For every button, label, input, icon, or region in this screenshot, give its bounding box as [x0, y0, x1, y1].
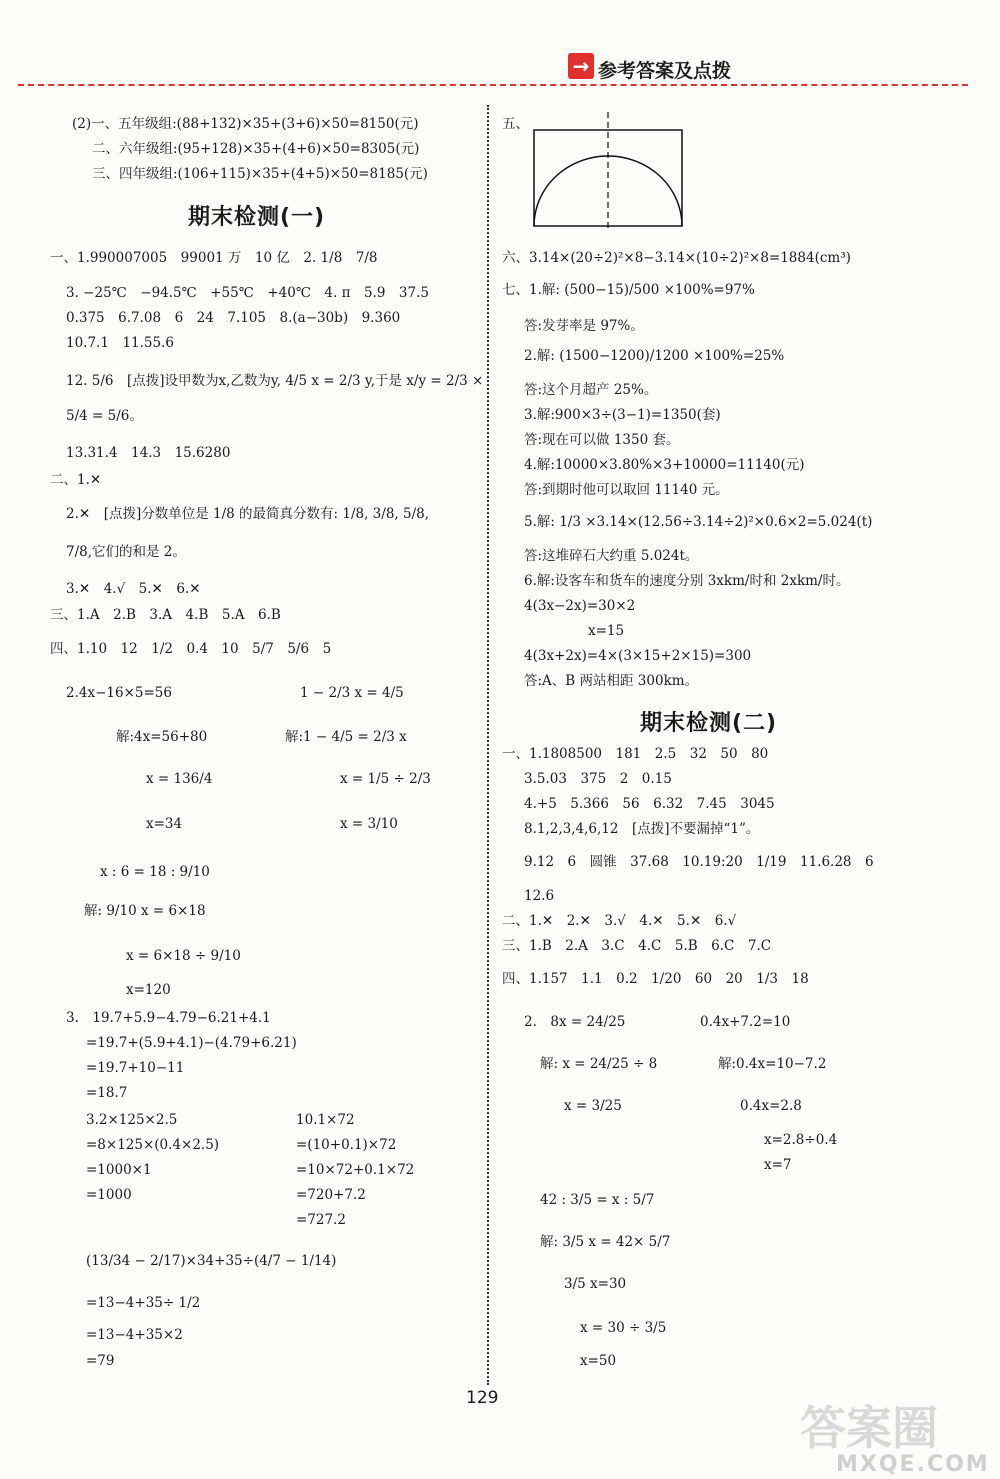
answer-line: 三、1.B 2.A 3.C 4.C 5.B 6.C 7.C — [502, 938, 772, 954]
answer-line: 5.解: 1/3 ×3.14×(12.56÷3.14÷2)²×0.6×2=5.024(t) — [524, 514, 873, 530]
answer-line: 3.✕ 4.√ 5.✕ 6.✕ — [66, 581, 201, 597]
calc-line: =1000 — [86, 1187, 132, 1203]
calc-line: (13/34 − 2/17)×34+35÷(4/7 − 1/14) — [86, 1253, 337, 1269]
page-number: 129 — [466, 1388, 499, 1408]
section-heading: 期末检测(一) — [188, 205, 326, 230]
equation-line: x = 1/5 ÷ 2/3 — [340, 771, 431, 787]
intro-line: 二、六年级组:(95+128)×35+(4+6)×50=8305(元) — [92, 141, 420, 157]
answer-line: 二、1.✕ — [50, 472, 102, 488]
answer-line: 3.5.03 375 2 0.15 — [524, 771, 672, 787]
answer-line: 答:发芽率是 97%。 — [524, 318, 644, 334]
equation-line: 解:4x=56+80 — [116, 729, 208, 745]
answer-line: 12.6 — [524, 888, 555, 904]
watermark-url: MXQE.COM — [836, 1452, 990, 1477]
answer-line: 一、1.990007005 99001 万 10 亿 2. 1/8 7/8 — [50, 250, 378, 266]
calc-line: =1000×1 — [86, 1162, 152, 1178]
equation-line: x = 30 ÷ 3/5 — [580, 1320, 667, 1336]
calc-line: 10.1×72 — [296, 1112, 355, 1128]
calc-line: 3.2×125×2.5 — [86, 1112, 178, 1128]
answer-line: 9.12 6 圆锥 37.68 10.19:20 1/19 11.6.28 6 — [524, 854, 874, 870]
equation-line: x=120 — [126, 982, 171, 998]
answer-line: 0.375 6.7.08 6 24 7.105 8.(a−30b) 9.360 — [66, 310, 401, 326]
answer-line: 10.7.1 11.55.6 — [66, 335, 174, 351]
answer-line: 四、1.157 1.1 0.2 1/20 60 20 1/3 18 — [502, 971, 809, 987]
calc-line: =13−4+35×2 — [86, 1327, 183, 1343]
calc-line: =8×125×(0.4×2.5) — [86, 1137, 220, 1153]
equation-line: 解:1 − 4/5 = 2/3 x — [285, 729, 407, 745]
equation-line: x=7 — [764, 1157, 792, 1173]
column-divider — [487, 105, 489, 1385]
equation-line: x = 6×18 ÷ 9/10 — [126, 948, 241, 964]
answer-line: 12. 5/6 [点拨]设甲数为x,乙数为y, 4/5 x = 2/3 y,于是 x/y = 2/3 × — [66, 373, 484, 389]
answer-line: 4.解:10000×3.80%×3+10000=11140(元) — [524, 457, 805, 473]
calc-line: =79 — [86, 1353, 115, 1369]
intro-line: 三、四年级组:(106+115)×35+(4+5)×50=8185(元) — [92, 166, 428, 182]
equation-line: 2. 8x = 24/25 — [524, 1014, 626, 1030]
equation-line: x=2.8÷0.4 — [764, 1132, 838, 1148]
equation-line: 3/5 x=30 — [564, 1276, 627, 1292]
answer-line: 答:到期时他可以取回 11140 元。 — [524, 482, 729, 498]
calc-line: =19.7+(5.9+4.1)−(4.79+6.21) — [86, 1035, 297, 1051]
equation-line: 42 : 3/5 = x : 5/7 — [540, 1192, 655, 1208]
equation-line: 解: 3/5 x = 42× 5/7 — [540, 1234, 671, 1250]
answer-line: 答:这堆碎石大约重 5.024t。 — [524, 548, 699, 564]
answer-line: 六、3.14×(20÷2)²×8−3.14×(10÷2)²×8=1884(cm³) — [502, 250, 851, 266]
equation-line: 2.4x−16×5=56 — [66, 685, 172, 701]
answer-line: 3.解:900×3÷(3−1)=1350(套) — [524, 407, 721, 423]
intro-line: (2)一、五年级组:(88+132)×35+(3+6)×50=8150(元) — [72, 116, 419, 132]
equation-line: x=34 — [146, 816, 183, 832]
equation-line: x = 3/10 — [340, 816, 398, 832]
calc-line: =19.7+10−11 — [86, 1060, 185, 1076]
answer-line: x=15 — [588, 623, 625, 639]
answer-line: 答:A、B 两站相距 300km。 — [524, 673, 699, 689]
answer-line: 七、1.解: (500−15)/500 ×100%=97% — [502, 282, 755, 298]
equation-line: 解:0.4x=10−7.2 — [718, 1056, 827, 1072]
answer-line: 3. −25℃ −94.5℃ +55℃ +40℃ 4. π 5.9 37.5 — [66, 285, 429, 301]
calc-line: 3. 19.7+5.9−4.79−6.21+4.1 — [66, 1010, 271, 1026]
semicircle-figure — [528, 108, 688, 228]
equation-line: x=50 — [580, 1353, 617, 1369]
answer-line: 二、1.✕ 2.✕ 3.√ 4.✕ 5.✕ 6.√ — [502, 913, 737, 929]
answer-line: 答:这个月超产 25%。 — [524, 382, 658, 398]
answer-line: 答:现在可以做 1350 套。 — [524, 432, 680, 448]
equation-line: x = 3/25 — [564, 1098, 622, 1114]
answer-line: 4(3x+2x)=4×(3×15+2×15)=300 — [524, 648, 752, 664]
answer-line: 6.解:设客车和货车的速度分别 3xkm/时和 2xkm/时。 — [524, 573, 850, 589]
watermark-logo: 答案圈 — [800, 1401, 938, 1455]
section-heading: 期末检测(二) — [640, 711, 778, 736]
answer-line: 5/4 = 5/6。 — [66, 408, 143, 424]
answer-line: 四、1.10 12 1/2 0.4 10 5/7 5/6 5 — [50, 641, 332, 657]
answer-line: 2.✕ [点拨]分数单位是 1/8 的最简真分数有: 1/8, 3/8, 5/8, — [66, 506, 430, 522]
calc-line: =720+7.2 — [296, 1187, 366, 1203]
calc-line: =10×72+0.1×72 — [296, 1162, 415, 1178]
equation-line: 解: x = 24/25 ÷ 8 — [540, 1056, 658, 1072]
section-title: 参考答案及点拨 — [598, 60, 732, 82]
answer-line: 4.+5 5.366 56 6.32 7.45 3045 — [524, 796, 775, 812]
equation-line: 解: 9/10 x = 6×18 — [84, 903, 206, 919]
answer-line: 三、1.A 2.B 3.A 4.B 5.A 6.B — [50, 607, 281, 623]
right-arrow-icon: → — [568, 53, 594, 79]
calc-line: =13−4+35÷ 1/2 — [86, 1295, 201, 1311]
equation-line: 0.4x=2.8 — [740, 1098, 802, 1114]
calc-line: =(10+0.1)×72 — [296, 1137, 397, 1153]
answer-line: 一、1.1808500 181 2.5 32 50 80 — [502, 746, 769, 762]
answer-line: 2.解: (1500−1200)/1200 ×100%=25% — [524, 348, 785, 364]
header-divider — [18, 84, 968, 86]
answer-line: 13.31.4 14.3 15.6280 — [66, 445, 231, 461]
calc-line: =727.2 — [296, 1212, 346, 1228]
answer-line: 4(3x−2x)=30×2 — [524, 598, 636, 614]
calc-line: =18.7 — [86, 1085, 128, 1101]
equation-line: 1 − 2/3 x = 4/5 — [300, 685, 404, 701]
answer-line: 7/8,它们的和是 2。 — [66, 544, 186, 560]
equation-line: x = 136/4 — [146, 771, 213, 787]
equation-line: 0.4x+7.2=10 — [700, 1014, 791, 1030]
figure-label: 五、 — [502, 116, 529, 132]
answer-line: 8.1,2,3,4,6,12 [点拨]不要漏掉“1”。 — [524, 821, 760, 837]
equation-line: x : 6 = 18 : 9/10 — [100, 864, 210, 880]
